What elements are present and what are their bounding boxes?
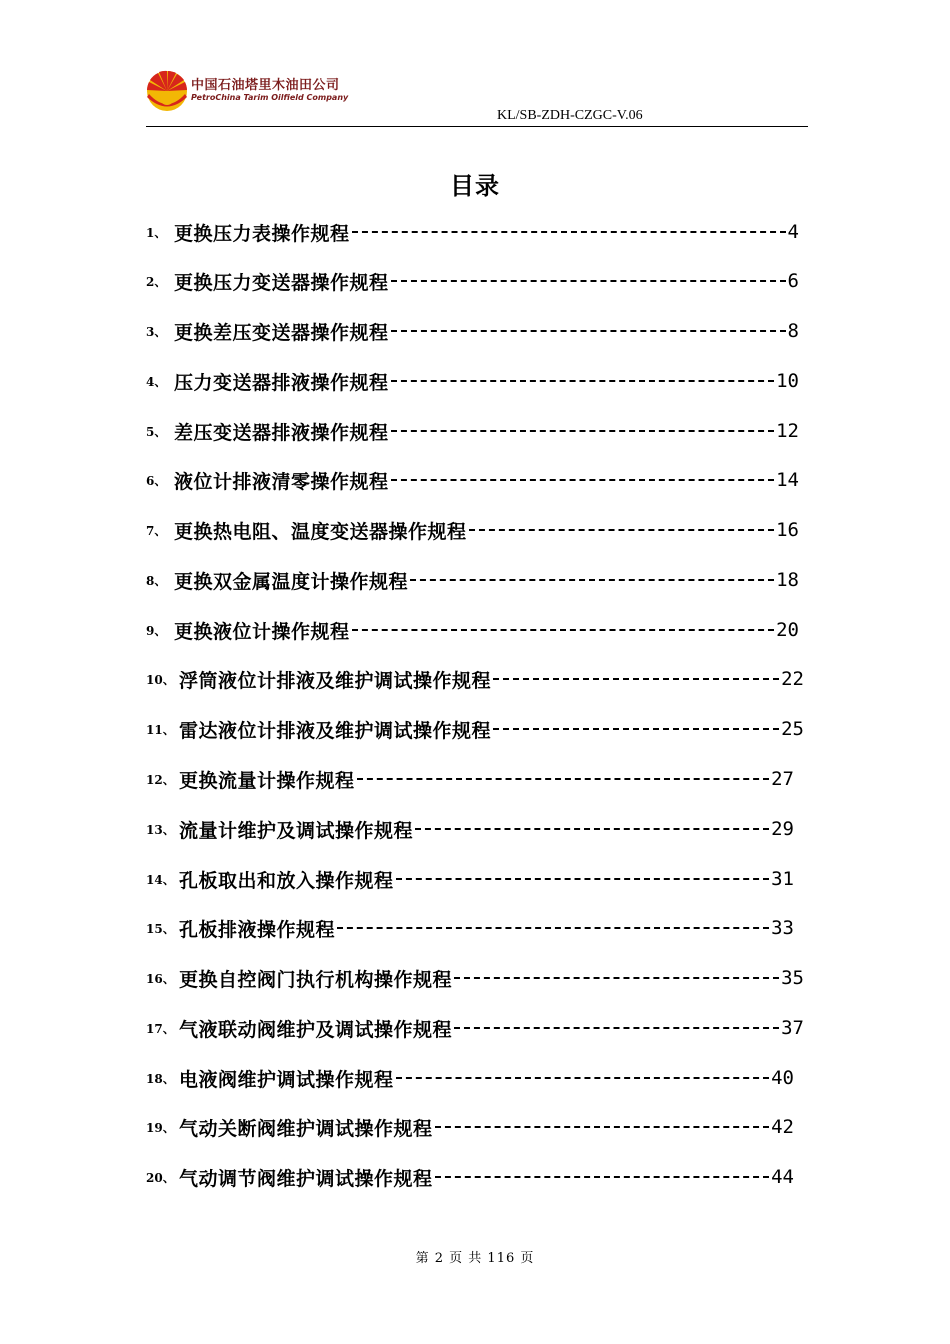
toc-item[interactable]	[146, 1015, 804, 1041]
toc-item-number: 13、	[146, 822, 175, 837]
toc-leader	[391, 330, 786, 332]
toc-item-page: 40	[771, 1067, 794, 1089]
toc-item-page: 31	[771, 868, 794, 890]
toc-leader	[435, 1176, 770, 1178]
toc-item-title: 雷达液位计排液及维护调试操作规程	[179, 719, 492, 742]
toc-item-page: 14	[776, 469, 799, 491]
toc-item-title: 气动关断阀维护调试操作规程	[179, 1117, 433, 1140]
toc-item-title: 更换流量计操作规程	[179, 769, 355, 792]
toc-leader	[454, 1027, 779, 1029]
toc-item[interactable]	[146, 766, 794, 792]
toc-item[interactable]	[146, 1114, 794, 1140]
page-footer: 第 2 页 共 116 页	[415, 1251, 535, 1266]
toc-item-page: 10	[776, 370, 799, 392]
toc-item-number: 17、	[146, 1021, 175, 1036]
toc-item-page: 33	[771, 917, 794, 939]
toc-item-page: 29	[771, 818, 794, 840]
toc-item-title: 浮筒液位计排液及维护调试操作规程	[179, 669, 492, 692]
toc-item[interactable]	[146, 716, 804, 742]
toc-item-number: 8、	[146, 573, 167, 588]
toc-leader	[391, 479, 775, 481]
toc-item-title: 差压变送器排液操作规程	[174, 421, 389, 444]
toc-item-title: 气液联动阀维护及调试操作规程	[179, 1018, 453, 1041]
toc-item[interactable]	[146, 467, 799, 493]
toc-item-number: 1、	[146, 225, 167, 240]
toc-leader	[469, 529, 775, 531]
toc-item-title: 液位计排液清零操作规程	[174, 470, 389, 493]
toc-title: 目录	[450, 172, 500, 200]
toc-leader	[391, 380, 775, 382]
toc-item-number: 3、	[146, 324, 167, 339]
toc-leader	[454, 977, 779, 979]
toc-leader	[396, 1077, 770, 1079]
toc-item[interactable]	[146, 368, 799, 394]
toc-item-number: 5、	[146, 424, 167, 439]
toc-item-number: 7、	[146, 523, 167, 538]
toc-item[interactable]	[146, 866, 794, 892]
toc-item-number: 6、	[146, 473, 167, 488]
company-name-cn: 中国石油塔里木油田公司	[191, 78, 340, 93]
toc-item[interactable]	[146, 965, 804, 991]
toc-item[interactable]	[146, 268, 799, 294]
toc-item-title: 电液阀维护调试操作规程	[179, 1068, 394, 1091]
toc-item[interactable]	[146, 617, 799, 643]
toc-item-number: 18、	[146, 1071, 175, 1086]
toc-item-title: 压力变送器排液操作规程	[174, 371, 389, 394]
toc-item-page: 6	[787, 270, 799, 292]
toc-item[interactable]	[146, 816, 794, 842]
toc-item-page: 12	[776, 420, 799, 442]
toc-leader	[493, 678, 779, 680]
toc-leader	[396, 878, 770, 880]
toc-leader	[337, 927, 769, 929]
toc-item[interactable]	[146, 567, 799, 593]
toc-item-page: 18	[776, 569, 799, 591]
toc-item-number: 16、	[146, 971, 175, 986]
toc-item-page: 8	[787, 320, 799, 342]
toc-item-title: 孔板取出和放入操作规程	[179, 869, 394, 892]
toc-leader	[352, 231, 786, 233]
toc-leader	[352, 629, 775, 631]
toc-item[interactable]	[146, 318, 799, 344]
toc-leader	[391, 430, 775, 432]
toc-item-page: 25	[781, 718, 804, 740]
toc-item-number: 15、	[146, 921, 175, 936]
toc-item-number: 12、	[146, 772, 175, 787]
toc-item[interactable]	[146, 666, 804, 692]
toc-item-number: 9、	[146, 623, 167, 638]
toc-item[interactable]	[146, 418, 799, 444]
toc-item-page: 35	[781, 967, 804, 989]
toc-leader	[391, 280, 786, 282]
toc-item-page: 20	[776, 619, 799, 641]
toc-item-title: 气动调节阀维护调试操作规程	[179, 1167, 433, 1190]
toc-item-page: 4	[787, 221, 799, 243]
toc-item-title: 更换自控阀门执行机构操作规程	[179, 968, 453, 991]
toc-leader	[493, 728, 779, 730]
company-name-en: PetroChina Tarim Oilfield Company	[191, 93, 349, 102]
toc-item[interactable]	[146, 219, 799, 245]
toc-item-number: 4、	[146, 374, 167, 389]
toc-item-title: 更换液位计操作规程	[174, 620, 350, 643]
toc-item[interactable]	[146, 915, 794, 941]
toc-item-page: 37	[781, 1017, 804, 1039]
toc-item-title: 更换差压变送器操作规程	[174, 321, 389, 344]
document-code: KL/SB-ZDH-CZGC-V.06	[497, 108, 643, 123]
toc-item-title: 更换压力表操作规程	[174, 222, 350, 245]
toc-item-page: 42	[771, 1116, 794, 1138]
toc-item-title: 更换压力变送器操作规程	[174, 271, 389, 294]
toc-item-number: 2、	[146, 274, 167, 289]
toc-item-page: 22	[781, 668, 804, 690]
toc-leader	[435, 1126, 770, 1128]
toc-leader	[357, 778, 770, 780]
toc-leader	[415, 828, 769, 830]
toc-item[interactable]	[146, 517, 799, 543]
toc-item-number: 14、	[146, 872, 175, 887]
toc-item-title: 更换双金属温度计操作规程	[174, 570, 409, 593]
toc-item-title: 更换热电阻、温度变送器操作规程	[174, 520, 467, 543]
toc-item-number: 11、	[146, 722, 175, 737]
toc-item-number: 10、	[146, 672, 175, 687]
toc-item-page: 44	[771, 1166, 794, 1188]
toc-item[interactable]	[146, 1164, 794, 1190]
toc-item-page: 16	[776, 519, 799, 541]
toc-item[interactable]	[146, 1065, 794, 1091]
toc-item-page: 27	[771, 768, 794, 790]
toc-item-title: 孔板排液操作规程	[179, 918, 336, 941]
toc-item-title: 流量计维护及调试操作规程	[179, 819, 414, 842]
toc-item-number: 19、	[146, 1120, 175, 1135]
toc-item-number: 20、	[146, 1170, 175, 1185]
toc-leader	[410, 579, 774, 581]
